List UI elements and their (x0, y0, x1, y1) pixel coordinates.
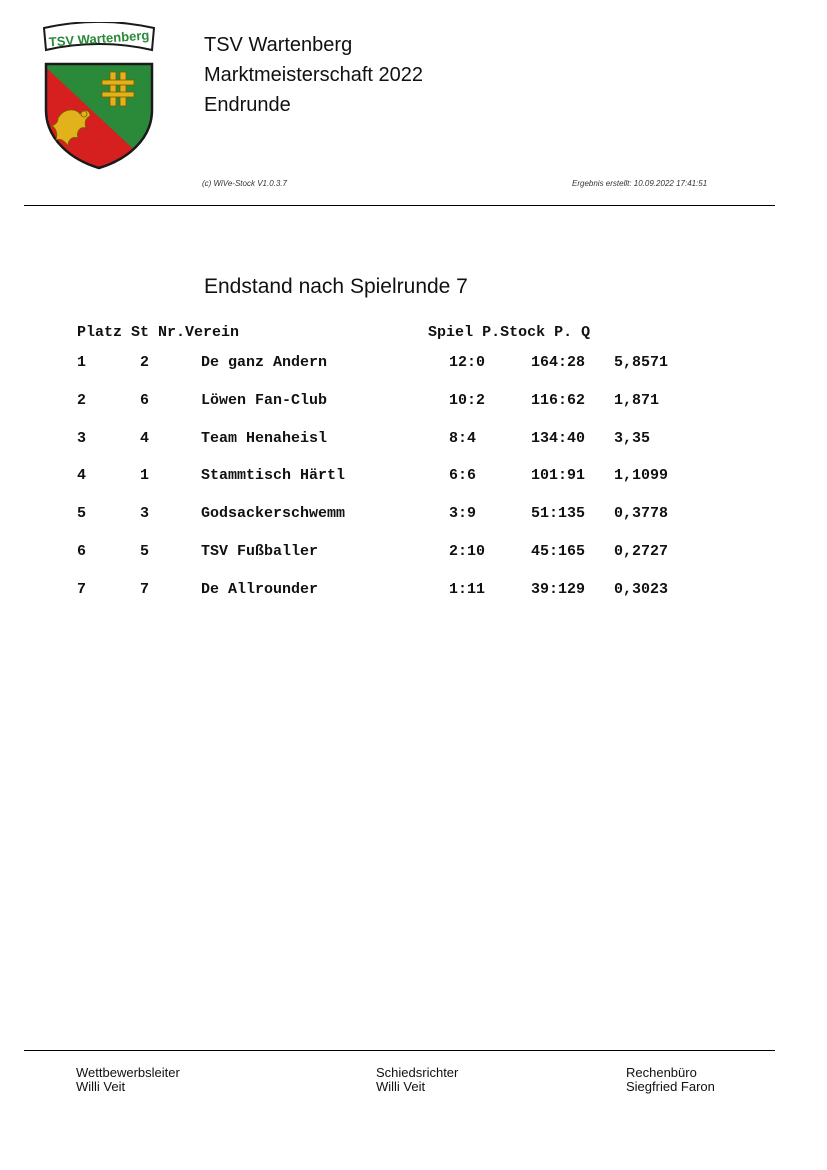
footer-name: Willi Veit (76, 1079, 126, 1094)
table-row (0, 543, 800, 563)
cell-q: 0,3778 (614, 505, 669, 523)
cell-stock: 39:129 (531, 580, 586, 598)
cell-st: 3 (140, 505, 150, 523)
cell-verein: De Allrounder (201, 580, 319, 598)
created-timestamp: Ergebnis erstellt: 10.09.2022 17:41:51 (572, 179, 708, 188)
cell-platz: 2 (77, 391, 87, 409)
cell-st: 4 (140, 429, 150, 447)
table-header: Platz St Nr.Verein Spiel P.Stock P. Q (77, 324, 591, 341)
table-row (0, 430, 800, 450)
cell-spiel: 1:11 (449, 580, 486, 598)
cell-q: 0,2727 (614, 543, 669, 560)
cell-spiel: 6:6 (449, 467, 477, 485)
cell-platz: 7 (77, 580, 87, 598)
cell-q: 0,3023 (614, 580, 669, 598)
cell-platz: 3 (77, 429, 87, 447)
footer-name: Siegfried Faron (626, 1079, 715, 1094)
cell-q: 1,871 (614, 391, 660, 409)
cell-st: 1 (140, 467, 150, 485)
table-row (0, 505, 800, 525)
title-line-event: Marktmeisterschaft 2022 (204, 64, 423, 86)
footer-wettbewerbsleiter (76, 1066, 180, 1094)
cell-st: 5 (140, 543, 150, 560)
cell-verein: Stammtisch Härtl (201, 467, 346, 485)
footer-rechenbuero (626, 1066, 715, 1094)
cell-verein: De ganz Andern (201, 354, 328, 371)
cell-spiel: 3:9 (449, 505, 477, 523)
club-logo (40, 22, 158, 170)
cell-stock: 101:91 (531, 467, 586, 485)
cell-st: 7 (140, 580, 150, 598)
cell-stock: 45:165 (531, 543, 586, 560)
footer-divider (24, 1050, 775, 1051)
cell-verein: Godsackerschwemm (201, 505, 346, 523)
cell-spiel: 12:0 (449, 354, 486, 371)
cell-q: 5,8571 (614, 354, 669, 371)
document-title (204, 30, 423, 120)
table-row (0, 392, 800, 412)
cell-verein: Team Henaheisl (201, 429, 328, 447)
title-line-club: TSV Wartenberg (204, 34, 353, 56)
cell-q: 1,1099 (614, 467, 669, 485)
cell-spiel: 10:2 (449, 391, 486, 409)
cell-stock: 116:62 (531, 391, 586, 409)
cell-spiel: 8:4 (449, 429, 477, 447)
footer-label: Wettbewerbsleiter (76, 1065, 180, 1080)
footer-name: Willi Veit (376, 1079, 426, 1094)
table-row (0, 581, 800, 601)
cell-stock: 51:135 (531, 505, 586, 523)
table-row (0, 354, 800, 374)
cell-platz: 5 (77, 505, 87, 523)
cell-st: 6 (140, 391, 150, 409)
cell-verein: Löwen Fan-Club (201, 391, 328, 409)
cell-platz: 1 (77, 354, 87, 371)
cell-platz: 4 (77, 467, 87, 485)
cell-spiel: 2:10 (449, 543, 486, 560)
cell-stock: 134:40 (531, 429, 586, 447)
version-text: (c) WiVe-Stock V1.0.3.7 (202, 179, 287, 188)
footer-label: Rechenbüro (626, 1065, 697, 1080)
footer-schiedsrichter (376, 1066, 458, 1094)
cell-st: 2 (140, 354, 150, 371)
logo-banner-text: TSV Wartenberg (48, 27, 150, 50)
standings-heading: Endstand nach Spielrunde 7 (204, 275, 468, 298)
table-row (0, 467, 800, 487)
header-divider (24, 205, 775, 206)
cell-stock: 164:28 (531, 354, 586, 371)
footer-label: Schiedsrichter (376, 1065, 459, 1080)
cell-verein: TSV Fußballer (201, 543, 319, 560)
cell-q: 3,35 (614, 429, 651, 447)
cell-platz: 6 (77, 543, 87, 560)
title-line-round: Endrunde (204, 94, 291, 116)
